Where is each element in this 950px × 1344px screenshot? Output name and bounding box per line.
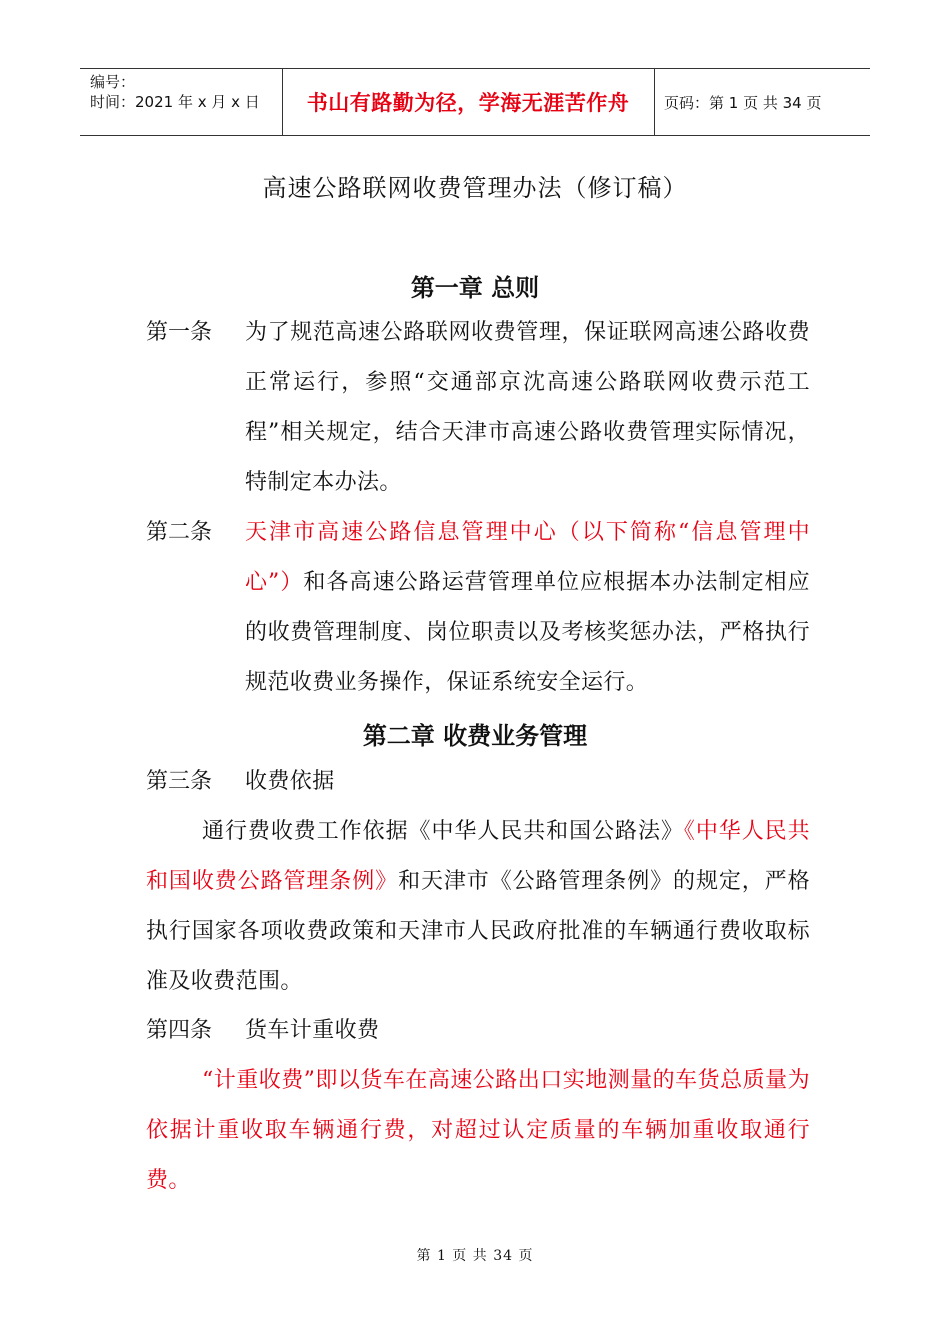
article-4-label: 第四条: [146, 1018, 213, 1043]
article-2-text: [245, 508, 810, 708]
article-2-red-text: 天津市高速公路信息管理中心（以下简称“信息管理中心”）: [245, 520, 810, 595]
header-meta: [80, 69, 283, 135]
article-1-label: 第一条: [146, 320, 213, 345]
article-3-label: 第三条: [146, 769, 213, 794]
article-1-text: 为了规范高速公路联网收费管理，保证联网高速公路收费正常运行，参照“交通部京沈高速公路联网收费示范工程”相关规定，结合天津市高速公路收费管理实际情况，特制定本办法。: [245, 320, 810, 495]
article-2-label: 第二条: [146, 520, 213, 545]
article-3-text-b: 和天津市《公路管理条例》的规定，严格执行国家各项收费政策和天津市人民政府批准的车辆通行费收取标准及收费范围。: [146, 869, 811, 994]
document-header: [80, 68, 870, 136]
time-label: 时间：2021 年 x 月 x 日: [90, 93, 260, 111]
article-2-body-text: 和各高速公路运营管理单位应根据本办法制定相应的收费管理制度、岗位职责以及考核奖惩办法，严格执行规范收费业务操作，保证系统安全运行。: [245, 570, 810, 695]
header-page-info: 页码：第 1 页 共 34 页: [664, 93, 822, 112]
article-3-text-a: 通行费收费工作依据《中华人民共和国公路法》: [202, 819, 684, 844]
article-4-paragraph: “计重收费”即以货车在高速公路出口实地测量的车货总质量为依据计重收取车辆通行费，对超过认定质量的车辆加重收取通行费。: [146, 1068, 810, 1193]
page-footer: 第 1 页 共 34 页: [416, 1248, 534, 1264]
article-4-heading: 货车计重收费: [245, 1018, 380, 1043]
article-3-heading: 收费依据: [245, 769, 335, 794]
number-label: 编号：: [90, 73, 136, 91]
article-3-red-text: 《中华人民共和国收费公路管理条例》: [146, 819, 811, 894]
chapter-1-title: 第一章 总则: [410, 274, 540, 302]
chapter-2-title: 第二章 收费业务管理: [362, 722, 588, 750]
header-motto: 书山有路勤为径，学海无涯苦作舟: [282, 69, 655, 135]
document-title: 高速公路联网收费管理办法（修订稿）: [262, 174, 688, 202]
article-3-paragraph: [146, 807, 810, 1007]
